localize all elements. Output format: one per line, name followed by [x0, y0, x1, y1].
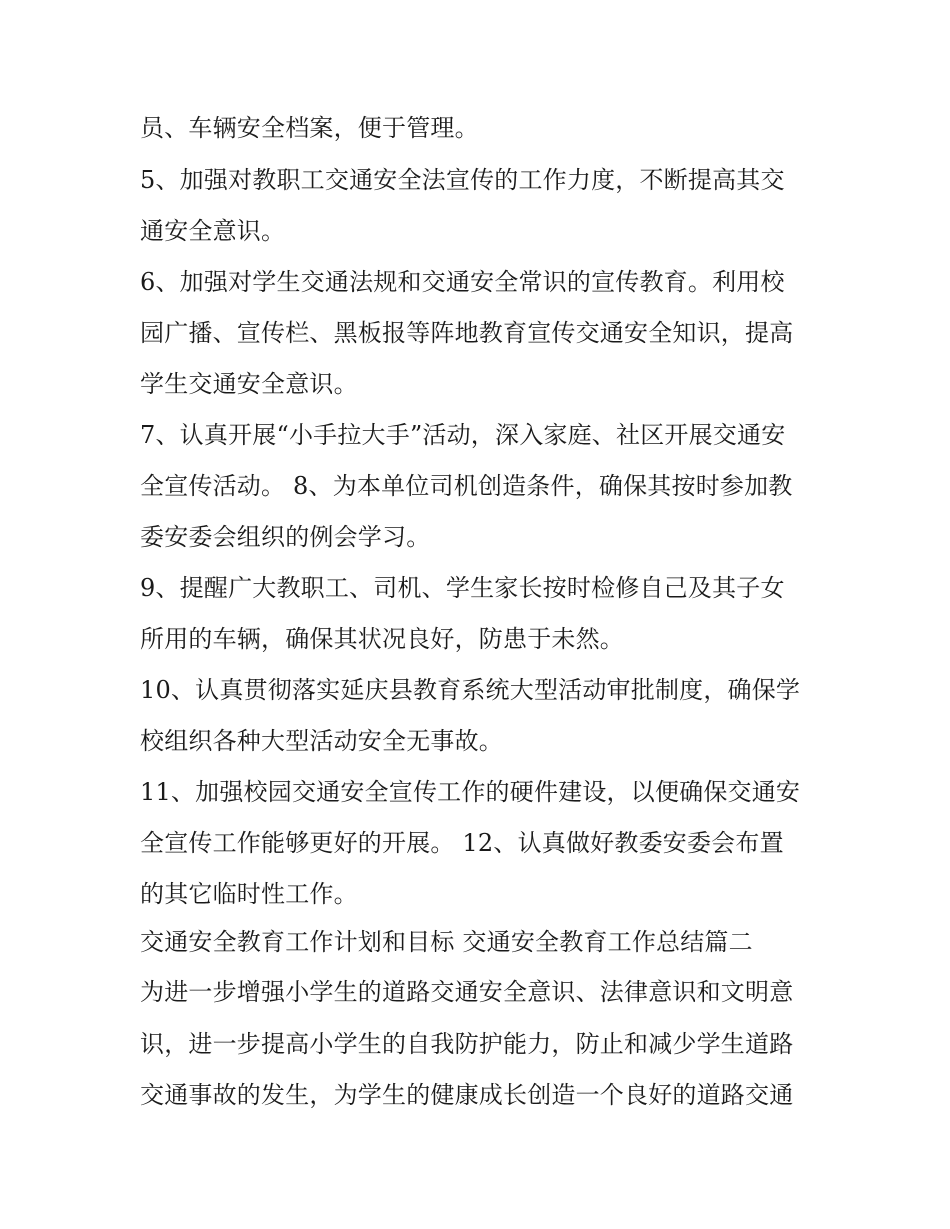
text-line: 9、提醒广大教职工、司机、学生家长按时检修自己及其子女	[140, 574, 785, 602]
text-line: 7、认真开展“小手拉大手”活动，深入家庭、社区开展交通安	[140, 421, 786, 449]
text-line: 全宣传活动。 8、为本单位司机创造条件，确保其按时参加教	[140, 472, 793, 500]
text-line: 6、加强对学生交通法规和交通安全常识的宣传教育。利用校	[140, 268, 785, 296]
text-line: 通安全意识。	[140, 217, 286, 245]
text-line: 10、认真贯彻落实延庆县教育系统大型活动审批制度，确保学	[140, 676, 801, 704]
text-line: 为进一步增强小学生的道路交通安全意识、法律意识和文明意	[140, 978, 794, 1006]
text-line: 识，进一步提高小学生的自我防护能力，防止和减少学生道路	[140, 1030, 794, 1058]
text-line: 所用的车辆，确保其状况良好，防患于未然。	[140, 625, 624, 653]
text-line: 学生交通安全意识。	[140, 370, 358, 398]
text-line: 的其它临时性工作。	[140, 880, 358, 908]
text-line: 园广播、宣传栏、黑板报等阵地教育宣传交通安全知识，提高	[140, 319, 794, 347]
text-line: 校组织各种大型活动安全无事故。	[140, 727, 503, 755]
section-heading: 交通安全教育工作计划和目标 交通安全教育工作总结篇二	[140, 928, 753, 956]
text-line: 5、加强对教职工交通安全法宣传的工作力度，不断提高其交	[140, 166, 785, 194]
text-line: 11、加强校园交通安全宣传工作的硬件建设，以便确保交通安	[140, 778, 801, 806]
text-line: 交通事故的发生，为学生的健康成长创造一个良好的道路交通	[140, 1081, 794, 1109]
text-line: 委安委会组织的例会学习。	[140, 523, 431, 551]
text-line: 全宣传工作能够更好的开展。 12、认真做好教委安委会布置	[140, 829, 784, 857]
text-line: 员、车辆安全档案，便于管理。	[140, 114, 479, 142]
